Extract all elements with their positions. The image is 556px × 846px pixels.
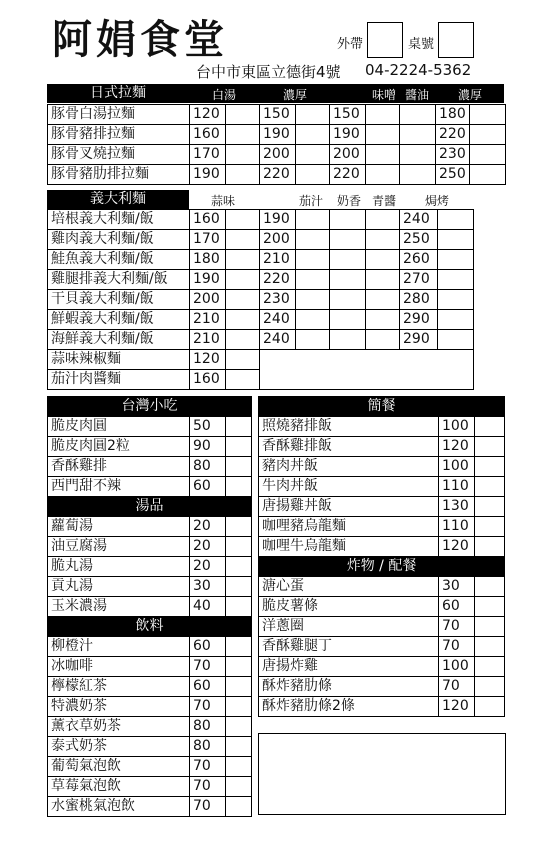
- ramen-section-header: 日式拉麵: [47, 84, 189, 103]
- table-number-field[interactable]: [438, 22, 474, 58]
- menu-row: [48, 717, 252, 737]
- qty-cell[interactable]: [296, 270, 330, 290]
- qty-cell[interactable]: [226, 797, 252, 817]
- item-name: 咖哩豬烏龍麵: [259, 517, 439, 537]
- pasta-table: [47, 209, 474, 350]
- qty-cell[interactable]: [475, 497, 505, 517]
- item-name: 泰式奶茶: [48, 737, 190, 757]
- item-price: 80: [190, 737, 226, 757]
- item-price: 110: [439, 517, 475, 537]
- item-price: 240: [260, 310, 296, 330]
- menu-row: [48, 145, 506, 165]
- item-name: 雞腿排義大利麵/飯: [48, 270, 190, 290]
- item-price: 80: [190, 717, 226, 737]
- qty-cell[interactable]: [226, 677, 252, 697]
- item-price: 120: [439, 537, 475, 557]
- item-price: 260: [400, 250, 438, 270]
- item-name: 西門甜不辣: [48, 477, 190, 497]
- address: 台中市東區立德街4號: [196, 63, 341, 81]
- qty-cell[interactable]: [366, 230, 400, 250]
- item-price: 60: [190, 637, 226, 657]
- item-name: 香酥雞排: [48, 457, 190, 477]
- qty-cell[interactable]: [400, 145, 436, 165]
- item-name: 玉米濃湯: [48, 597, 190, 617]
- item-name: 薰衣草奶茶: [48, 717, 190, 737]
- menu-row: [48, 657, 252, 677]
- menu-row: [259, 597, 505, 617]
- item-price: 190: [260, 125, 296, 145]
- item-price: 290: [400, 330, 438, 350]
- table-number-label: 桌號: [408, 37, 435, 52]
- qty-cell[interactable]: [475, 637, 505, 657]
- qty-cell[interactable]: [438, 270, 474, 290]
- qty-cell[interactable]: [226, 330, 260, 350]
- item-name: 脆丸湯: [48, 557, 190, 577]
- item-name: 香酥雞腿丁: [259, 637, 439, 657]
- qty-cell[interactable]: [226, 165, 260, 185]
- item-price: 220: [330, 165, 366, 185]
- qty-cell[interactable]: [296, 230, 330, 250]
- item-price: 230: [260, 290, 296, 310]
- item-price: 170: [190, 145, 226, 165]
- menu-row: [259, 697, 505, 717]
- menu-row: [48, 737, 252, 757]
- menu-row: [48, 437, 252, 457]
- pasta-section-header: 義大利麵: [47, 190, 189, 209]
- item-price: 230: [436, 145, 470, 165]
- restaurant-title: 阿娟食堂: [52, 16, 228, 63]
- item-name: 脆皮肉圓: [48, 417, 190, 437]
- item-price: 80: [190, 457, 226, 477]
- menu-row: [259, 677, 505, 697]
- qty-cell[interactable]: [330, 210, 366, 230]
- item-name: 洋蔥圈: [259, 617, 439, 637]
- qty-cell[interactable]: [475, 437, 505, 457]
- item-name: 豬肉丼飯: [259, 457, 439, 477]
- menu-row: [48, 577, 252, 597]
- qty-cell[interactable]: [475, 697, 505, 717]
- qty-cell[interactable]: [226, 477, 252, 497]
- qty-cell[interactable]: [226, 537, 252, 557]
- qty-cell[interactable]: [475, 617, 505, 637]
- qty-cell[interactable]: [296, 125, 330, 145]
- item-name: 唐揚雞丼飯: [259, 497, 439, 517]
- qty-cell[interactable]: [470, 125, 506, 145]
- item-name: 脆皮薯條: [259, 597, 439, 617]
- item-name: 咖哩牛烏龍麵: [259, 537, 439, 557]
- qty-cell[interactable]: [296, 165, 330, 185]
- menu-row: [48, 290, 474, 310]
- ramen-flavor-bar: [189, 84, 504, 103]
- item-price: 290: [400, 310, 438, 330]
- item-name: 脆皮肉圓2粒: [48, 437, 190, 457]
- item-price: 190: [190, 270, 226, 290]
- item-price: 250: [400, 230, 438, 250]
- item-price: 60: [190, 677, 226, 697]
- qty-cell[interactable]: [226, 350, 260, 370]
- qty-cell[interactable]: [366, 145, 400, 165]
- qty-cell[interactable]: [330, 270, 366, 290]
- qty-cell[interactable]: [226, 125, 260, 145]
- qty-cell[interactable]: [438, 210, 474, 230]
- pasta-extra-table: [47, 349, 474, 390]
- notes-box[interactable]: [258, 733, 506, 815]
- qty-cell[interactable]: [366, 210, 400, 230]
- menu-row: [48, 350, 474, 370]
- item-price: 70: [190, 797, 226, 817]
- qty-cell[interactable]: [330, 330, 366, 350]
- item-name: 照燒豬排飯: [259, 417, 439, 437]
- item-price: 280: [400, 290, 438, 310]
- item-price: 160: [190, 125, 226, 145]
- item-price: 40: [190, 597, 226, 617]
- item-price: 240: [260, 330, 296, 350]
- item-name: 海鮮義大利麵/飯: [48, 330, 190, 350]
- item-price: 270: [400, 270, 438, 290]
- menu-row: [48, 330, 474, 350]
- item-name: 貢丸湯: [48, 577, 190, 597]
- item-price: 100: [439, 417, 475, 437]
- item-price: 70: [190, 777, 226, 797]
- qty-cell[interactable]: [226, 230, 260, 250]
- qty-cell[interactable]: [226, 270, 260, 290]
- qty-cell[interactable]: [475, 457, 505, 477]
- qty-cell[interactable]: [226, 737, 252, 757]
- qty-cell[interactable]: [475, 597, 505, 617]
- menu-row: [48, 270, 474, 290]
- qty-cell[interactable]: [475, 477, 505, 497]
- section-header-row: [259, 557, 505, 577]
- menu-row: [48, 697, 252, 717]
- qty-cell[interactable]: [226, 370, 260, 390]
- menu-row: [48, 517, 252, 537]
- qty-cell[interactable]: [438, 310, 474, 330]
- item-price: 120: [439, 437, 475, 457]
- meals-section-header: 簡餐: [259, 397, 505, 417]
- pasta-flavor-label: 茄汁: [299, 194, 324, 208]
- menu-row: [48, 637, 252, 657]
- qty-cell[interactable]: [226, 457, 252, 477]
- pasta-flavor-label: 奶香: [337, 194, 362, 208]
- qty-cell[interactable]: [470, 105, 506, 125]
- menu-row: [259, 537, 505, 557]
- item-name: 雞肉義大利麵/飯: [48, 230, 190, 250]
- qty-cell[interactable]: [296, 105, 330, 125]
- menu-row: [259, 417, 505, 437]
- qty-cell[interactable]: [226, 637, 252, 657]
- qty-cell[interactable]: [226, 557, 252, 577]
- item-name: 鮮蝦義大利麵/飯: [48, 310, 190, 330]
- item-price: 50: [190, 417, 226, 437]
- qty-cell[interactable]: [330, 230, 366, 250]
- pasta-flavor-label: 青醬: [372, 194, 397, 208]
- qty-cell[interactable]: [296, 310, 330, 330]
- item-price: 70: [439, 637, 475, 657]
- menu-row: [259, 657, 505, 677]
- section-header-row: [48, 617, 252, 637]
- item-price: 200: [190, 290, 226, 310]
- item-price: 20: [190, 537, 226, 557]
- item-name: 冰咖啡: [48, 657, 190, 677]
- item-price: 100: [439, 457, 475, 477]
- qty-cell[interactable]: [366, 290, 400, 310]
- item-name: 蘿蔔湯: [48, 517, 190, 537]
- item-price: 60: [190, 477, 226, 497]
- ramen-flavor-label: 濃厚: [283, 88, 308, 102]
- item-price: 20: [190, 557, 226, 577]
- item-name: 豚骨叉燒拉麵: [48, 145, 190, 165]
- item-name: 水蜜桃氣泡飲: [48, 797, 190, 817]
- drinks-section-header: 飲料: [48, 617, 252, 637]
- item-price: 180: [436, 105, 470, 125]
- qty-cell[interactable]: [366, 270, 400, 290]
- menu-row: [48, 417, 252, 437]
- ramen-flavor-label: 濃厚: [458, 88, 483, 102]
- qty-cell[interactable]: [226, 577, 252, 597]
- snacks-section-header: 台灣小吃: [48, 397, 252, 417]
- item-price: 120: [439, 697, 475, 717]
- menu-row: [48, 230, 474, 250]
- phone-number: 04-2224-5362: [365, 61, 472, 79]
- ramen-flavor-label: 白湯: [212, 88, 237, 102]
- item-price: 20: [190, 517, 226, 537]
- item-price: 150: [330, 105, 366, 125]
- item-price: 220: [260, 165, 296, 185]
- qty-cell[interactable]: [438, 250, 474, 270]
- item-price: 200: [260, 230, 296, 250]
- menu-row: [48, 125, 506, 145]
- item-price: 30: [439, 577, 475, 597]
- pasta-flavor-label: 焗烤: [425, 194, 450, 208]
- item-name: 豚骨豬排拉麵: [48, 125, 190, 145]
- takeout-label: 外帶: [337, 37, 364, 52]
- item-price: 120: [190, 105, 226, 125]
- item-name: 香酥雞排飯: [259, 437, 439, 457]
- menu-row: [48, 537, 252, 557]
- item-name: 豚骨豬肋排拉麵: [48, 165, 190, 185]
- item-price: 190: [330, 125, 366, 145]
- fried-section-header: 炸物 / 配餐: [259, 557, 505, 577]
- menu-row: [48, 477, 252, 497]
- item-price: 180: [190, 250, 226, 270]
- menu-row: [259, 497, 505, 517]
- qty-cell[interactable]: [226, 517, 252, 537]
- qty-cell[interactable]: [400, 105, 436, 125]
- qty-cell[interactable]: [366, 125, 400, 145]
- qty-cell[interactable]: [400, 165, 436, 185]
- qty-cell[interactable]: [296, 210, 330, 230]
- menu-row: [48, 677, 252, 697]
- qty-cell[interactable]: [366, 165, 400, 185]
- qty-cell[interactable]: [226, 250, 260, 270]
- item-name: 干貝義大利麵/飯: [48, 290, 190, 310]
- item-name: 油豆腐湯: [48, 537, 190, 557]
- qty-cell[interactable]: [226, 417, 252, 437]
- menu-row: [259, 637, 505, 657]
- qty-cell[interactable]: [226, 437, 252, 457]
- item-price: 70: [439, 617, 475, 637]
- item-price: 210: [260, 250, 296, 270]
- item-price: 210: [190, 330, 226, 350]
- section-header-row: [48, 397, 252, 417]
- menu-row: [259, 517, 505, 537]
- qty-cell[interactable]: [226, 290, 260, 310]
- item-name: 牛肉丼飯: [259, 477, 439, 497]
- menu-row: [48, 457, 252, 477]
- left-menu-table: [47, 396, 252, 817]
- qty-cell[interactable]: [226, 597, 252, 617]
- qty-cell[interactable]: [366, 105, 400, 125]
- menu-row: [48, 797, 252, 817]
- qty-cell[interactable]: [470, 145, 506, 165]
- soup-section-header: 湯品: [48, 497, 252, 517]
- item-name: 特濃奶茶: [48, 697, 190, 717]
- qty-cell[interactable]: [475, 517, 505, 537]
- ramen-flavor-label: 味噌: [372, 88, 397, 102]
- menu-row: [48, 210, 474, 230]
- item-name: 鮭魚義大利麵/飯: [48, 250, 190, 270]
- qty-cell[interactable]: [226, 210, 260, 230]
- item-name: 柳橙汁: [48, 637, 190, 657]
- qty-cell[interactable]: [226, 757, 252, 777]
- section-header-row: [259, 397, 505, 417]
- menu-row: [48, 310, 474, 330]
- item-price: 120: [190, 350, 226, 370]
- menu-row: [259, 437, 505, 457]
- ramen-table: [47, 104, 506, 185]
- qty-cell[interactable]: [438, 330, 474, 350]
- item-name: 草莓氣泡飲: [48, 777, 190, 797]
- item-name: 豚骨白湯拉麵: [48, 105, 190, 125]
- item-name: 蒜味辣椒麵: [48, 350, 190, 370]
- item-price: 160: [190, 370, 226, 390]
- right-menu-table: [258, 396, 505, 717]
- item-price: 190: [260, 210, 296, 230]
- item-price: 200: [260, 145, 296, 165]
- item-name: 溏心蛋: [259, 577, 439, 597]
- qty-cell[interactable]: [226, 310, 260, 330]
- item-price: 200: [330, 145, 366, 165]
- menu-row: [48, 757, 252, 777]
- qty-cell[interactable]: [296, 330, 330, 350]
- qty-cell[interactable]: [366, 250, 400, 270]
- item-price: 90: [190, 437, 226, 457]
- item-price: 220: [260, 270, 296, 290]
- item-price: 170: [190, 230, 226, 250]
- qty-cell[interactable]: [438, 290, 474, 310]
- qty-cell[interactable]: [330, 310, 366, 330]
- qty-cell[interactable]: [226, 717, 252, 737]
- empty-cell: [260, 350, 474, 390]
- item-name: 唐揚炸雞: [259, 657, 439, 677]
- pasta-flavor-label: 蒜味: [211, 194, 236, 208]
- qty-cell[interactable]: [226, 697, 252, 717]
- menu-row: [48, 557, 252, 577]
- menu-row: [259, 457, 505, 477]
- item-price: 30: [190, 577, 226, 597]
- menu-row: [259, 477, 505, 497]
- qty-cell[interactable]: [296, 145, 330, 165]
- item-price: 220: [436, 125, 470, 145]
- menu-row: [48, 165, 506, 185]
- item-price: 250: [436, 165, 470, 185]
- item-price: 70: [190, 697, 226, 717]
- item-name: 培根義大利麵/飯: [48, 210, 190, 230]
- qty-cell[interactable]: [226, 777, 252, 797]
- item-price: 210: [190, 310, 226, 330]
- qty-cell[interactable]: [330, 250, 366, 270]
- qty-cell[interactable]: [438, 230, 474, 250]
- item-price: 70: [439, 677, 475, 697]
- menu-row: [259, 577, 505, 597]
- qty-cell[interactable]: [330, 290, 366, 310]
- item-price: 150: [260, 105, 296, 125]
- qty-cell[interactable]: [296, 250, 330, 270]
- qty-cell[interactable]: [475, 657, 505, 677]
- qty-cell[interactable]: [366, 330, 400, 350]
- qty-cell[interactable]: [475, 417, 505, 437]
- item-name: 茄汁肉醬麵: [48, 370, 190, 390]
- qty-cell[interactable]: [475, 577, 505, 597]
- item-name: 酥炸豬肋條: [259, 677, 439, 697]
- ramen-flavor-label: 醬油: [405, 88, 430, 102]
- item-price: 130: [439, 497, 475, 517]
- takeout-checkbox[interactable]: [367, 22, 403, 58]
- item-price: 110: [439, 477, 475, 497]
- item-name: 葡萄氣泡飲: [48, 757, 190, 777]
- qty-cell[interactable]: [475, 677, 505, 697]
- item-price: 70: [190, 657, 226, 677]
- menu-row: [48, 250, 474, 270]
- qty-cell[interactable]: [366, 310, 400, 330]
- item-price: 190: [190, 165, 226, 185]
- item-name: 檸檬紅茶: [48, 677, 190, 697]
- menu-row: [48, 777, 252, 797]
- qty-cell[interactable]: [296, 290, 330, 310]
- qty-cell[interactable]: [400, 125, 436, 145]
- menu-row: [48, 105, 506, 125]
- item-price: 70: [190, 757, 226, 777]
- menu-row: [48, 597, 252, 617]
- item-price: 160: [190, 210, 226, 230]
- item-price: 100: [439, 657, 475, 677]
- qty-cell[interactable]: [470, 165, 506, 185]
- qty-cell[interactable]: [226, 657, 252, 677]
- item-name: 酥炸豬肋條2條: [259, 697, 439, 717]
- section-header-row: [48, 497, 252, 517]
- item-price: 60: [439, 597, 475, 617]
- item-price: 240: [400, 210, 438, 230]
- qty-cell[interactable]: [226, 145, 260, 165]
- qty-cell[interactable]: [226, 105, 260, 125]
- menu-row: [259, 617, 505, 637]
- qty-cell[interactable]: [475, 537, 505, 557]
